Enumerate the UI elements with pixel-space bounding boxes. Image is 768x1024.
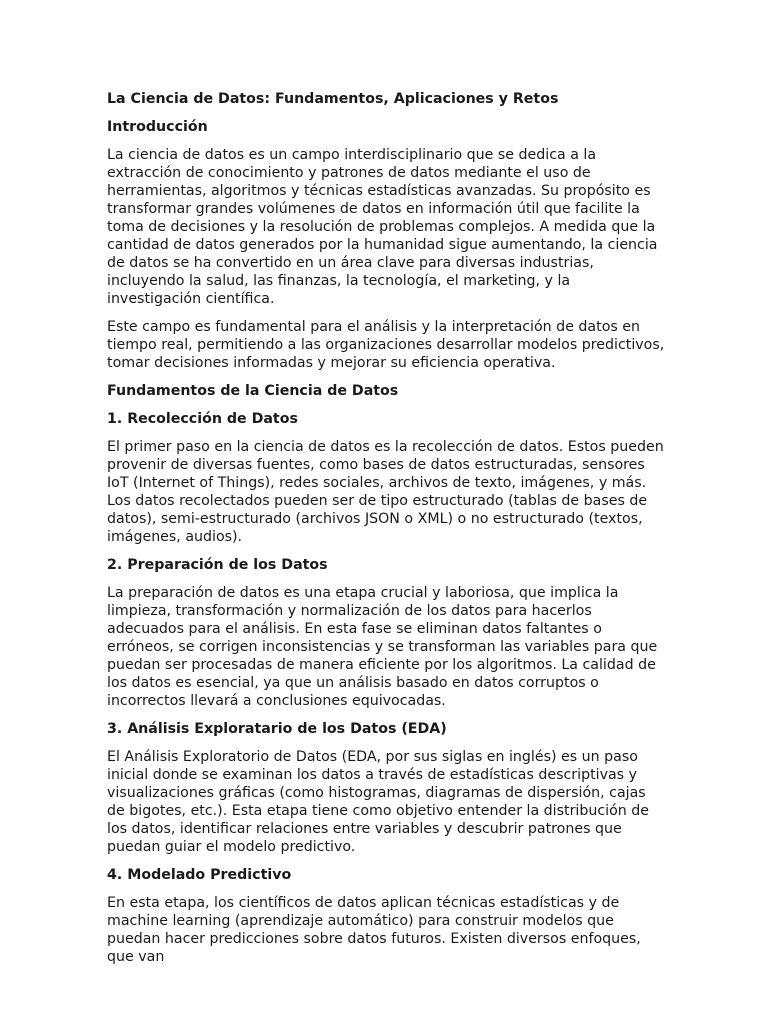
document-title: La Ciencia de Datos: Fundamentos, Aplicaciones y Retos: [107, 91, 559, 107]
document-page: [107, 90, 667, 976]
intro-heading: Introducción: [107, 119, 208, 135]
section-text-recoleccion: El primer paso en la ciencia de datos es la recolección de datos. Estos pueden provenir de diversas fuentes, como bases de datos estructuradas, sensores IoT (Internet of Things), redes sociales, archivos de texto, imágenes, y más. Los datos recolectados pueden ser de tipo estructurado (tablas de bases de datos), semi-estructurado (archivos JSON o XML) o no estructurado (textos, imágenes, audios).: [107, 439, 664, 545]
intro-paragraph-2: Este campo es fundamental para el análisis y la interpretación de datos en tiempo real, permitiendo a las organizaciones desarrollar modelos predictivos, tomar decisiones informadas y mejorar su eficiencia operativa.: [107, 319, 665, 371]
section-heading-preparacion: 2. Preparación de los Datos: [107, 557, 328, 573]
section-text-preparacion: La preparación de datos es una etapa crucial y laboriosa, que implica la limpieza, transformación y normalización de los datos para hacerlos adecuados para el análisis. En esta fase se eliminan datos faltantes o erróneos, se corrigen inconsistencias y se transforman las variables para que puedan ser procesadas de manera eficiente por los algoritmos. La calidad de los datos es esencial, ya que un análisis basado en datos corruptos o incorrectos llevará a conclusiones equivocadas.: [107, 585, 658, 709]
section-heading-recoleccion: 1. Recolección de Datos: [107, 411, 298, 427]
intro-paragraph-1: La ciencia de datos es un campo interdisciplinario que se dedica a la extracción de conocimiento y patrones de datos mediante el uso de herramientas, algoritmos y técnicas estadísticas avanzadas. Su propósito es transformar grandes volúmenes de datos en información útil que facilite la toma de decisiones y la resolución de problemas complejos. A medida que la cantidad de datos generados por la humanidad sigue aumentando, la ciencia de datos se ha convertido en un área clave para diversas industrias, incluyendo la salud, las finanzas, la tecnología, el marketing, y la investigación científica.: [107, 147, 658, 307]
section-text-eda: El Análisis Exploratorio de Datos (EDA, por sus siglas en inglés) es un paso inicial donde se examinan los datos a través de estadísticas descriptivas y visualizaciones gráficas (como histogramas, diagramas de dispersión, cajas de bigotes, etc.). Esta etapa tiene como objetivo entender la distribución de los datos, identificar relaciones entre variables y descubrir patrones que puedan guiar el modelo predictivo.: [107, 749, 650, 855]
section-text-modelado: En esta etapa, los científicos de datos aplican técnicas estadísticas y de machine learning (aprendizaje automático) para construir modelos que puedan hacer predicciones sobre datos futuros. Existen diversos enfoques, que van: [107, 895, 641, 965]
section-heading-modelado: 4. Modelado Predictivo: [107, 867, 292, 883]
fundamentals-heading: Fundamentos de la Ciencia de Datos: [107, 383, 399, 399]
section-heading-eda: 3. Análisis Exploratario de los Datos (EDA): [107, 721, 447, 737]
